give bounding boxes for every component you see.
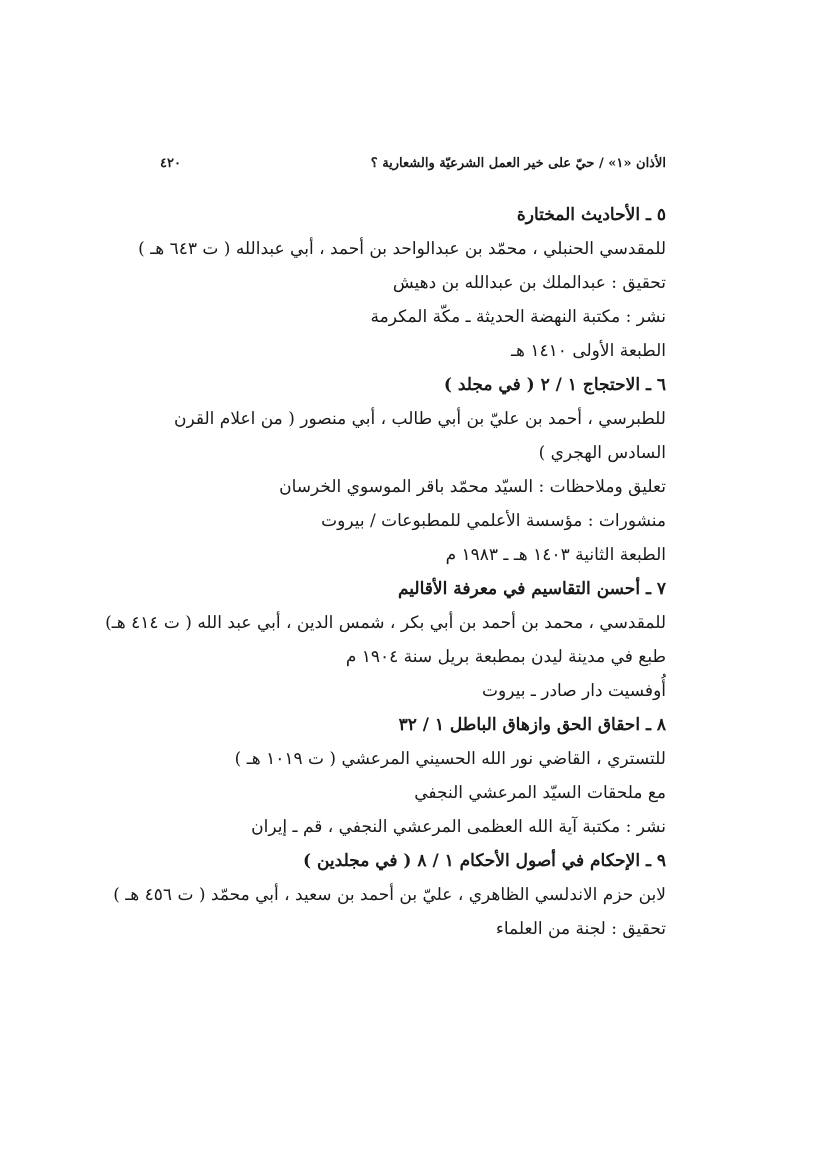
entry-publisher: منشورات : مؤسسة الأعلمي للمطبوعات / بيروت	[321, 511, 666, 531]
entry-author: للتستري ، القاضي نور الله الحسيني المرعشي ( ت ١٠١٩ هـ )	[234, 749, 666, 769]
bibliography-entry	[105, 572, 666, 708]
entry-print-info: طبع في مدينة ليدن بمطبعة بريل سنة ١٩٠٤ م	[345, 647, 666, 667]
page-number: ٤٢٠	[160, 156, 181, 171]
entry-author: للمقدسي ، محمد بن أحمد بن أبي بكر ، شمس الدين ، أبي عبد الله ( ت ٤١٤ هـ)	[105, 613, 666, 633]
entry-heading: ٥ ـ الأحاديث المختارة	[516, 205, 666, 225]
entry-author: للطبرسي ، أحمد بن عليّ بن أبي طالب ، أبي منصور ( من اعلام القرن السادس الهجري )	[174, 409, 666, 463]
entry-supplement: مع ملحقات السيّد المرعشي النجفي	[414, 783, 666, 803]
bibliography-entry	[138, 198, 666, 368]
entry-heading: ٩ ـ الإحكام في أصول الأحكام ١ / ٨ ( في مجلدين )	[303, 851, 666, 871]
entry-edition: الطبعة الأولى ١٤١٠ هـ	[511, 341, 666, 361]
entry-editor: تحقيق : لجنة من العلماء	[495, 919, 666, 939]
entry-author: لابن حزم الاندلسي الظاهري ، عليّ بن أحمد بن سعيد ، أبي محمّد ( ت ٤٥٦ هـ )	[113, 885, 666, 905]
entry-heading: ٦ ـ الاحتجاج ١ / ٢ ( في مجلد )	[443, 375, 666, 395]
entry-edition: الطبعة الثانية ١٤٠٣ هـ ـ ١٩٨٣ م	[445, 545, 666, 565]
entry-publisher: نشر : مكتبة آية الله العظمى المرعشي النجفي ، قم ـ إيران	[251, 817, 666, 837]
bibliography-list	[105, 198, 666, 946]
entry-editor: تعليق وملاحظات : السيّد محمّد باقر الموسوي الخرسان	[279, 477, 666, 497]
bibliography-entry	[113, 844, 666, 946]
bibliography-entry	[160, 368, 666, 572]
entry-publisher: نشر : مكتبة النهضة الحديثة ـ مكّة المكرمة	[370, 307, 666, 327]
entry-heading: ٧ ـ أحسن التقاسيم في معرفة الأقاليم	[397, 579, 666, 599]
entry-publisher: أُوفسيت دار صادر ـ بيروت	[482, 681, 666, 701]
entry-author: للمقدسي الحنبلي ، محمّد بن عبدالواحد بن أحمد ، أبي عبدالله ( ت ٦٤٣ هـ )	[138, 239, 666, 259]
entry-editor: تحقيق : عبدالملك بن عبدالله بن دهيش	[392, 273, 666, 293]
running-header-title: الأذان «١» / حيّ على خير العمل الشرعيّة والشعارية ؟	[370, 156, 666, 171]
entry-heading: ٨ ـ احقاق الحق وازهاق الباطل ١ / ٣٢	[398, 715, 666, 735]
bibliography-entry	[160, 708, 666, 844]
running-header	[160, 156, 666, 180]
